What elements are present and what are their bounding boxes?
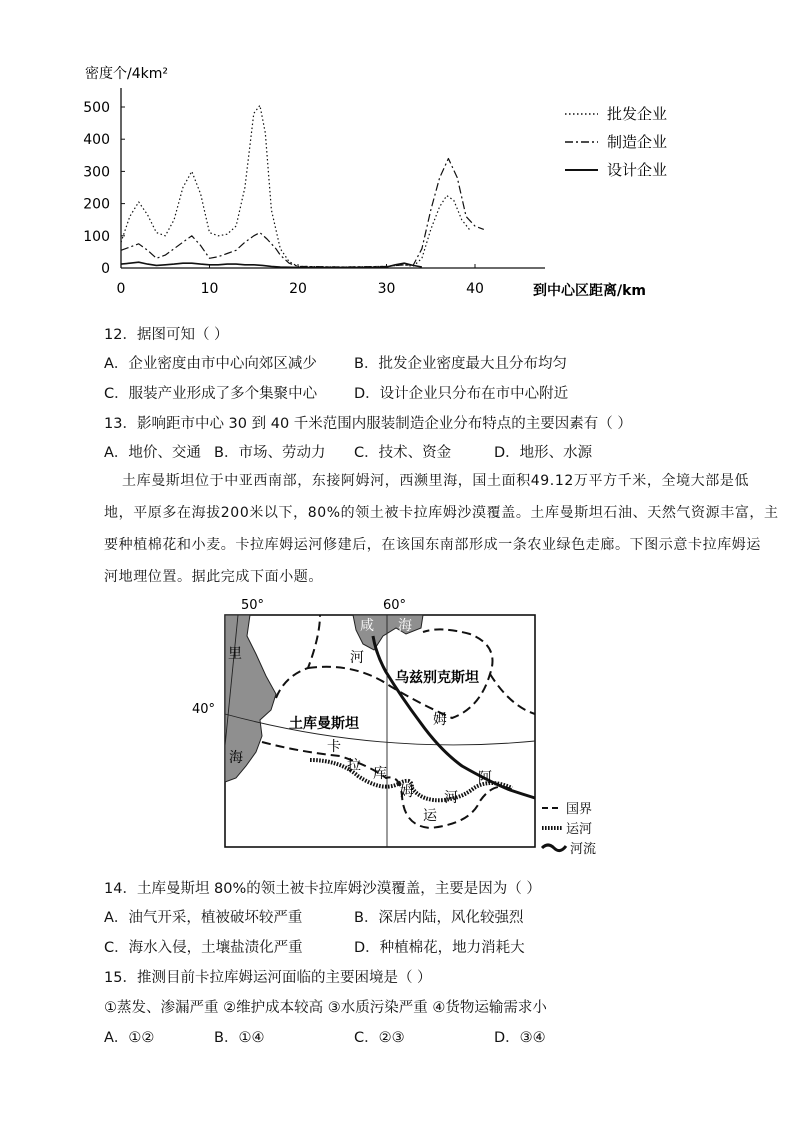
legend-label-dotted: 批发企业	[607, 105, 668, 123]
karakum-canal-map	[190, 596, 620, 866]
map-label-la: 拉	[347, 758, 361, 774]
y-tick-label: 400	[83, 132, 110, 149]
map-label-uzbekistan: 乌兹别克斯坦	[395, 670, 479, 686]
x-tick-label: 20	[289, 281, 307, 297]
map-label-hai-top: 海	[398, 618, 412, 634]
y-tick-label: 0	[101, 261, 110, 277]
q13-option-b[interactable]: B．市场、劳动力	[214, 445, 326, 461]
x-tick-label: 10	[200, 281, 219, 297]
chart-ylabel: 密度个/4km²	[85, 66, 168, 82]
map-label-ka: 卡	[327, 739, 341, 755]
q15-option-c[interactable]: C．②③	[354, 1030, 405, 1046]
q14-option-a[interactable]: A．油气开采，植被破坏较严重	[104, 910, 303, 926]
passage-line-3: 要种植棉花和小麦。卡拉库姆运河修建后，在该国东南部形成一条农业绿色走廊。下图示意卡拉库姆运	[104, 537, 761, 553]
q15-option-d[interactable]: D．③④	[494, 1030, 546, 1046]
q15-stem: 15．推测目前卡拉库姆运河面临的主要困境是（ ）	[104, 970, 432, 986]
q14-option-c[interactable]: C．海水入侵，土壤盐渍化严重	[104, 940, 303, 956]
q12-option-a[interactable]: A．企业密度由市中心向郊区减少	[104, 356, 317, 372]
q13-option-d[interactable]: D．地形、水源	[494, 445, 593, 461]
x-tick-label: 0	[116, 281, 126, 297]
series-line-dotted	[121, 105, 471, 267]
map-label-he-top: 河	[350, 650, 364, 666]
q12-option-c[interactable]: C．服装产业形成了多个集聚中心	[104, 386, 318, 402]
q15-option-a[interactable]: A．①②	[104, 1030, 155, 1046]
q12-option-d[interactable]: D．设计企业只分布在市中心附近	[354, 386, 569, 402]
legend-canal-label: 运河	[566, 822, 593, 837]
q13-stem: 13．影响距市中心 30 到 40 千米范围内服装制造企业分布特点的主要因素有（ ）	[104, 416, 632, 432]
map-label-xian: 咸	[360, 618, 374, 634]
map-label-mu: 姆	[433, 712, 447, 728]
map-label-li: 里	[228, 646, 242, 662]
q12-option-b[interactable]: B．批发企业密度最大且分布均匀	[354, 356, 567, 372]
map-label-yun: 运	[423, 808, 437, 824]
q14-stem: 14．土库曼斯坦 80%的领土被卡拉库姆沙漠覆盖，主要是因为（ ）	[104, 881, 541, 897]
series-line-dashdot	[121, 159, 484, 268]
map-frame	[225, 615, 535, 847]
lat-40-label: 40°	[192, 702, 216, 717]
y-tick-label: 300	[83, 164, 110, 181]
legend-label-solid: 设计企业	[607, 161, 668, 179]
passage-line-2: 地，平原多在海拔200米以下，80%的领土被卡拉库姆沙漠覆盖。土库曼斯坦石油、天然气资源丰富，主	[104, 505, 779, 521]
q14-option-d[interactable]: D．种植棉花，地力消耗大	[354, 940, 525, 956]
y-tick-label: 500	[83, 100, 110, 116]
x-tick-label: 40	[466, 281, 484, 297]
q12-stem: 12．据图可知（ ）	[104, 327, 229, 343]
y-tick-label: 200	[83, 196, 110, 213]
enterprise-density-chart	[0, 0, 800, 310]
x-tick-label: 30	[377, 281, 396, 297]
q13-option-c[interactable]: C．技术、资金	[354, 445, 452, 461]
y-tick-label: 100	[83, 228, 110, 245]
q15-option-b[interactable]: B．①④	[214, 1030, 265, 1046]
map-label-mu2: 姆	[400, 784, 414, 800]
passage-line-1: 土库曼斯坦位于中亚西南部，东接阿姆河，西濒里海，国土面积49.12万平方千米，全境大部是低	[122, 473, 750, 489]
chart-xlabel: 到中心区距离/km	[533, 283, 647, 299]
legend-border-label: 国界	[566, 802, 593, 817]
q13-option-a[interactable]: A．地价、交通	[104, 445, 201, 461]
map-label-hai-left: 海	[229, 750, 243, 766]
map-label-he2: 河	[444, 790, 458, 806]
q15-choices: ①蒸发、渗漏严重 ②维护成本较高 ③水质污染严重 ④货物运输需求小	[104, 1000, 547, 1016]
legend-river-symbol	[542, 845, 566, 851]
map-label-turkmenistan: 土库曼斯坦	[289, 716, 359, 732]
passage-line-4: 河地理位置。据此完成下面小题。	[104, 569, 323, 585]
map-label-ku: 库	[373, 766, 387, 782]
map-label-a: 阿	[478, 770, 492, 786]
series-line-solid	[121, 262, 422, 267]
legend-label-dashdot: 制造企业	[607, 133, 668, 151]
legend-river-label: 河流	[570, 842, 597, 857]
q14-option-b[interactable]: B．深居内陆，风化较强烈	[354, 910, 524, 926]
lon-60-label: 60°	[383, 598, 407, 613]
lon-50-label: 50°	[241, 598, 265, 613]
